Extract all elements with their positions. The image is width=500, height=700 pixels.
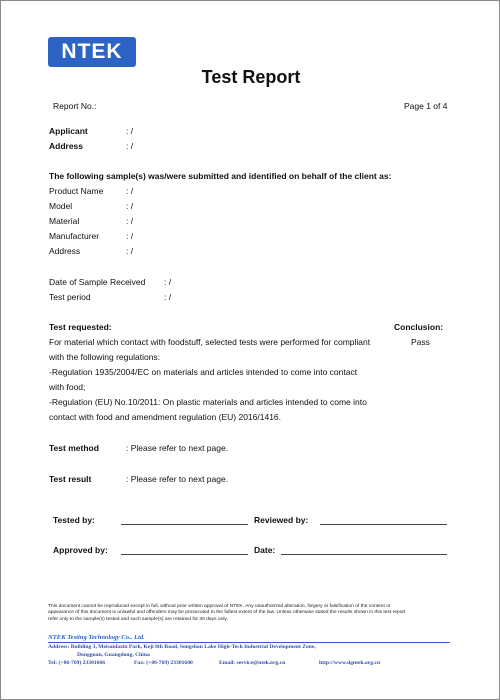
field-label: Manufacturer <box>49 231 100 241</box>
report-no-label: Report No.: <box>53 101 97 111</box>
date-signature-line <box>281 554 447 555</box>
test-method-value: : Please refer to next page. <box>126 443 229 453</box>
date-label: Date: <box>254 545 276 555</box>
conclusion-value: Pass <box>411 337 430 347</box>
footer-divider <box>48 642 450 643</box>
samples-heading: The following sample(s) was/were submitted and identified on behalf of the client as: <box>49 171 392 181</box>
footer-address-line2: Dongguan, Guangdong, China <box>77 652 150 658</box>
footer-fax: Fax: (+86-769) 23301600 <box>134 660 193 666</box>
reviewed-by-signature-line <box>320 524 447 525</box>
test-requested-line: with food; <box>49 382 86 392</box>
test-result-label: Test result <box>49 474 92 484</box>
test-requested-line: contact with food and amendment regulation (EU) 2016/1416. <box>49 412 282 422</box>
applicant-address-label: Address <box>49 141 84 151</box>
footer-address-line1: Address: Building 3, Meisaidaxin Park, Keji 8th Road, Songshan Lake High-Tech Industrial Development Zone, <box>48 644 316 650</box>
field-value: : / <box>126 216 134 226</box>
field-value: : / <box>126 231 134 241</box>
field-label: Product Name <box>49 186 104 196</box>
disclaimer-line: This document cannot be reproduced except in full, without prior written approval of NTEK. Any unauthorized alteration, forgery or falsification of the content or <box>48 604 391 609</box>
tested-by-signature-line <box>121 524 248 525</box>
ntek-logo: NTEK <box>48 37 136 67</box>
field-label: Model <box>49 201 73 211</box>
conclusion-label: Conclusion: <box>394 322 444 332</box>
approved-by-label: Approved by: <box>53 545 108 555</box>
disclaimer-line: refer only to the sample(s) tested and such sample(s) are retained for 30 days only. <box>48 616 228 622</box>
disclaimer <box>48 604 456 623</box>
disclaimer-line: appearance of this document is unlawful and offenders may be prosecuted to the fullest extent of the law. Unless otherwise stated the results shown in this test report <box>48 610 406 616</box>
field-label: Address <box>49 246 81 256</box>
footer-email: Email: service@ntek.org.cn <box>219 660 286 666</box>
test-requested-line: -Regulation (EU) No.10/2011: On plastic materials and articles intended to come into <box>49 397 367 407</box>
test-requested-line: -Regulation 1935/2004/EC on materials and articles intended to come into contact <box>49 367 358 377</box>
test-result-value: : Please refer to next page. <box>126 474 229 484</box>
page-number: Page 1 of 4 <box>404 101 448 111</box>
footer-website: http://www.dgntek.org.cn <box>319 660 381 666</box>
page-title: Test Report <box>201 67 301 87</box>
test-method-label: Test method <box>49 443 99 453</box>
test-requested-line: with the following regulations: <box>49 352 161 362</box>
applicant-address-value: : / <box>126 141 134 151</box>
test-period-value: : / <box>164 292 172 302</box>
date-received-label: Date of Sample Received <box>49 277 146 287</box>
field-label: Material <box>49 216 80 226</box>
field-value: : / <box>126 201 134 211</box>
applicant-label: Applicant <box>49 126 88 136</box>
test-period-label: Test period <box>49 292 91 302</box>
approved-by-signature-line <box>121 554 248 555</box>
applicant-value: : / <box>126 126 134 136</box>
test-requested-label: Test requested: <box>49 322 112 332</box>
footer-tel: Tel: (+86-769) 23301666 <box>48 660 106 666</box>
test-requested-line: For material which contact with foodstuff, selected tests were performed for compliant <box>49 337 371 347</box>
company-name: NTEK Testing Technology Co., Ltd. <box>48 634 145 641</box>
date-received-value: : / <box>164 277 172 287</box>
tested-by-label: Tested by: <box>53 515 95 525</box>
field-value: : / <box>126 186 134 196</box>
field-value: : / <box>126 246 134 256</box>
reviewed-by-label: Reviewed by: <box>254 515 309 525</box>
